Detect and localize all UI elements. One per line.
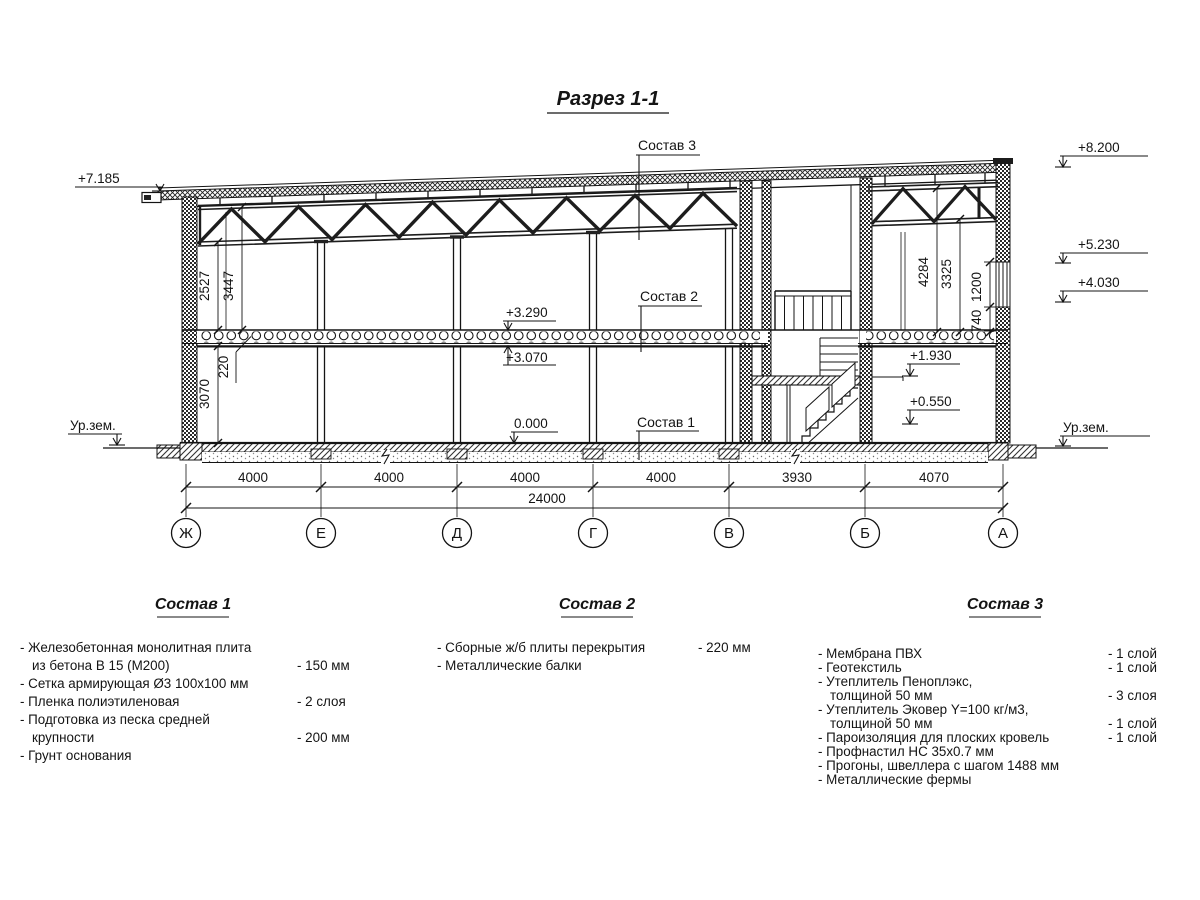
svg-text:+1.930: +1.930 <box>910 348 952 363</box>
legend-1-line: - Сетка армирующая Ø3 100x100 мм <box>20 676 249 691</box>
legend-3-line: - Прогоны, швеллера с шагом 1488 мм <box>818 758 1060 773</box>
axis-bubble-1: Ж <box>179 525 193 542</box>
svg-text:Состав 1: Состав 1 <box>636 414 696 430</box>
legend-3-line: - Профнастил НС 35x0.7 мм <box>818 744 994 759</box>
svg-text:+7.185: +7.185 <box>78 171 120 186</box>
svg-text:3447: 3447 <box>221 270 236 302</box>
dim-span-1: 4000 <box>237 470 269 485</box>
ground-assembly <box>103 443 1108 464</box>
level-window-top <box>1055 237 1148 263</box>
legend-3-line: - Мембрана ПВХ <box>818 646 923 661</box>
legend-3-line: - Геотекстиль <box>818 660 902 675</box>
level-slab-top <box>500 305 556 330</box>
dim-span-5: 3930 <box>781 470 813 485</box>
legend-2-value: - 220 мм <box>698 640 751 655</box>
wall-right-lower <box>996 307 1010 443</box>
dim-span-2: 4000 <box>373 470 405 485</box>
svg-text:4284: 4284 <box>916 256 931 288</box>
legend-3-value: - 1 слой <box>1108 646 1157 661</box>
svg-text:+5.230: +5.230 <box>1078 237 1120 252</box>
footing-left <box>157 445 180 458</box>
legend-3-value: - 1 слой <box>1108 716 1157 731</box>
svg-text:1200: 1200 <box>969 271 984 303</box>
legend-3-title: Состав 3 <box>966 596 1044 613</box>
axis-bubble-5: В <box>723 525 735 542</box>
svg-text:2527: 2527 <box>197 270 212 302</box>
wall-stair-right <box>860 178 872 443</box>
axis-bubble-3: Д <box>451 525 463 542</box>
svg-text:3070: 3070 <box>197 378 212 410</box>
leader-labels <box>636 137 702 460</box>
legend-2-line: - Сборные ж/б плиты перекрытия <box>437 640 646 655</box>
legend-3-line: толщиной 50 мм <box>830 688 933 703</box>
legend-3-value: - 3 слоя <box>1108 688 1157 703</box>
legend-3-value: - 1 слой <box>1108 660 1157 675</box>
floor-slab <box>182 330 1008 346</box>
level-right-parapet <box>1055 140 1148 167</box>
axis-bubbles <box>172 519 1018 548</box>
svg-text:3325: 3325 <box>939 258 954 290</box>
svg-text:+3.070: +3.070 <box>506 350 548 365</box>
legend-3-line: - Пароизоляция для плоских кровель <box>818 730 1050 745</box>
stairwell <box>752 291 903 445</box>
legend-1-line: крупности <box>32 730 95 745</box>
svg-text:220: 220 <box>216 355 231 379</box>
dim-total: 24000 <box>528 491 566 506</box>
level-window-bottom <box>1055 275 1148 302</box>
axis-bubble-7: А <box>997 525 1009 542</box>
level-ground-left <box>68 418 125 445</box>
wall-stair-left-a <box>740 181 752 443</box>
axis-bubble-6: Б <box>860 525 870 542</box>
axis-bubble-4: Г <box>588 525 598 542</box>
dim-740: 740 <box>969 309 984 333</box>
level-room-lower <box>902 394 960 424</box>
window-right-wall <box>996 262 1010 307</box>
dim-span-3: 4000 <box>509 470 541 485</box>
legend-2-line: - Металлические балки <box>437 658 582 673</box>
wall-stair-left-b <box>762 181 771 443</box>
legend-1-value: - 2 слоя <box>297 694 346 709</box>
legend-1-line: из бетона В 15 (М200) <box>32 658 170 673</box>
legend-2-title: Состав 2 <box>558 596 636 613</box>
dim-span-4: 4000 <box>645 470 677 485</box>
legend-1-title: Состав 1 <box>154 596 232 613</box>
level-left-roof <box>75 171 168 191</box>
legend-1-line: - Железобетонная монолитная плита <box>20 640 252 655</box>
svg-text:Состав 3: Состав 3 <box>637 137 697 153</box>
svg-text:+3.290: +3.290 <box>506 305 548 320</box>
level-room-upper <box>902 348 960 376</box>
svg-text:Ур.зем.: Ур.зем. <box>1063 420 1109 435</box>
walls <box>182 158 1013 443</box>
parapet-cap <box>993 158 1013 164</box>
footing-right <box>1008 445 1036 458</box>
svg-text:+4.030: +4.030 <box>1078 275 1120 290</box>
axis-bubble-2: Е <box>315 525 327 542</box>
bottom-dims <box>181 464 1008 517</box>
page-title: Разрез 1-1 <box>556 88 660 110</box>
legend-3-value: - 1 слой <box>1108 730 1157 745</box>
dim-span-6: 4070 <box>918 470 950 485</box>
legend-1-line: - Грунт основания <box>20 748 132 763</box>
dim-3070 <box>197 342 222 447</box>
wall-right-upper <box>996 162 1010 262</box>
legend-1-value: - 200 мм <box>297 730 350 745</box>
legend-1-line: - Подготовка из песка средней <box>20 712 210 727</box>
legend-1-value: - 150 мм <box>297 658 350 673</box>
svg-text:Ур.зем.: Ур.зем. <box>70 418 116 433</box>
legend-sostav-1 <box>20 596 350 763</box>
legend-3-line: - Металлические фермы <box>818 772 972 787</box>
dim-3325 <box>939 215 964 336</box>
wall-left <box>182 197 197 443</box>
svg-text:0.000: 0.000 <box>514 416 548 431</box>
svg-text:+0.550: +0.550 <box>910 394 952 409</box>
legend-sostav-2 <box>437 596 751 673</box>
railing-upper <box>775 291 851 330</box>
legend-sostav-3 <box>818 596 1157 787</box>
axis-extension-lines <box>186 464 1003 517</box>
level-floor-zero <box>506 416 558 443</box>
level-ground-right <box>1055 420 1150 446</box>
dim-2527 <box>197 238 222 334</box>
level-slab-bottom <box>500 346 556 365</box>
legend-1-line: - Пленка полиэтиленовая <box>20 694 180 709</box>
legend-3-line: толщиной 50 мм <box>830 716 933 731</box>
svg-text:+8.200: +8.200 <box>1078 140 1120 155</box>
dim-1200 <box>969 258 996 336</box>
legend-3-line: - Утеплитель Пеноплэкс, <box>818 674 973 689</box>
dim-3447 <box>221 203 246 334</box>
svg-text:Состав 2: Состав 2 <box>639 288 699 304</box>
truss-stair-bay <box>868 183 998 226</box>
legend-3-line: - Утеплитель Эковер Y=100 кг/м3, <box>818 702 1029 717</box>
